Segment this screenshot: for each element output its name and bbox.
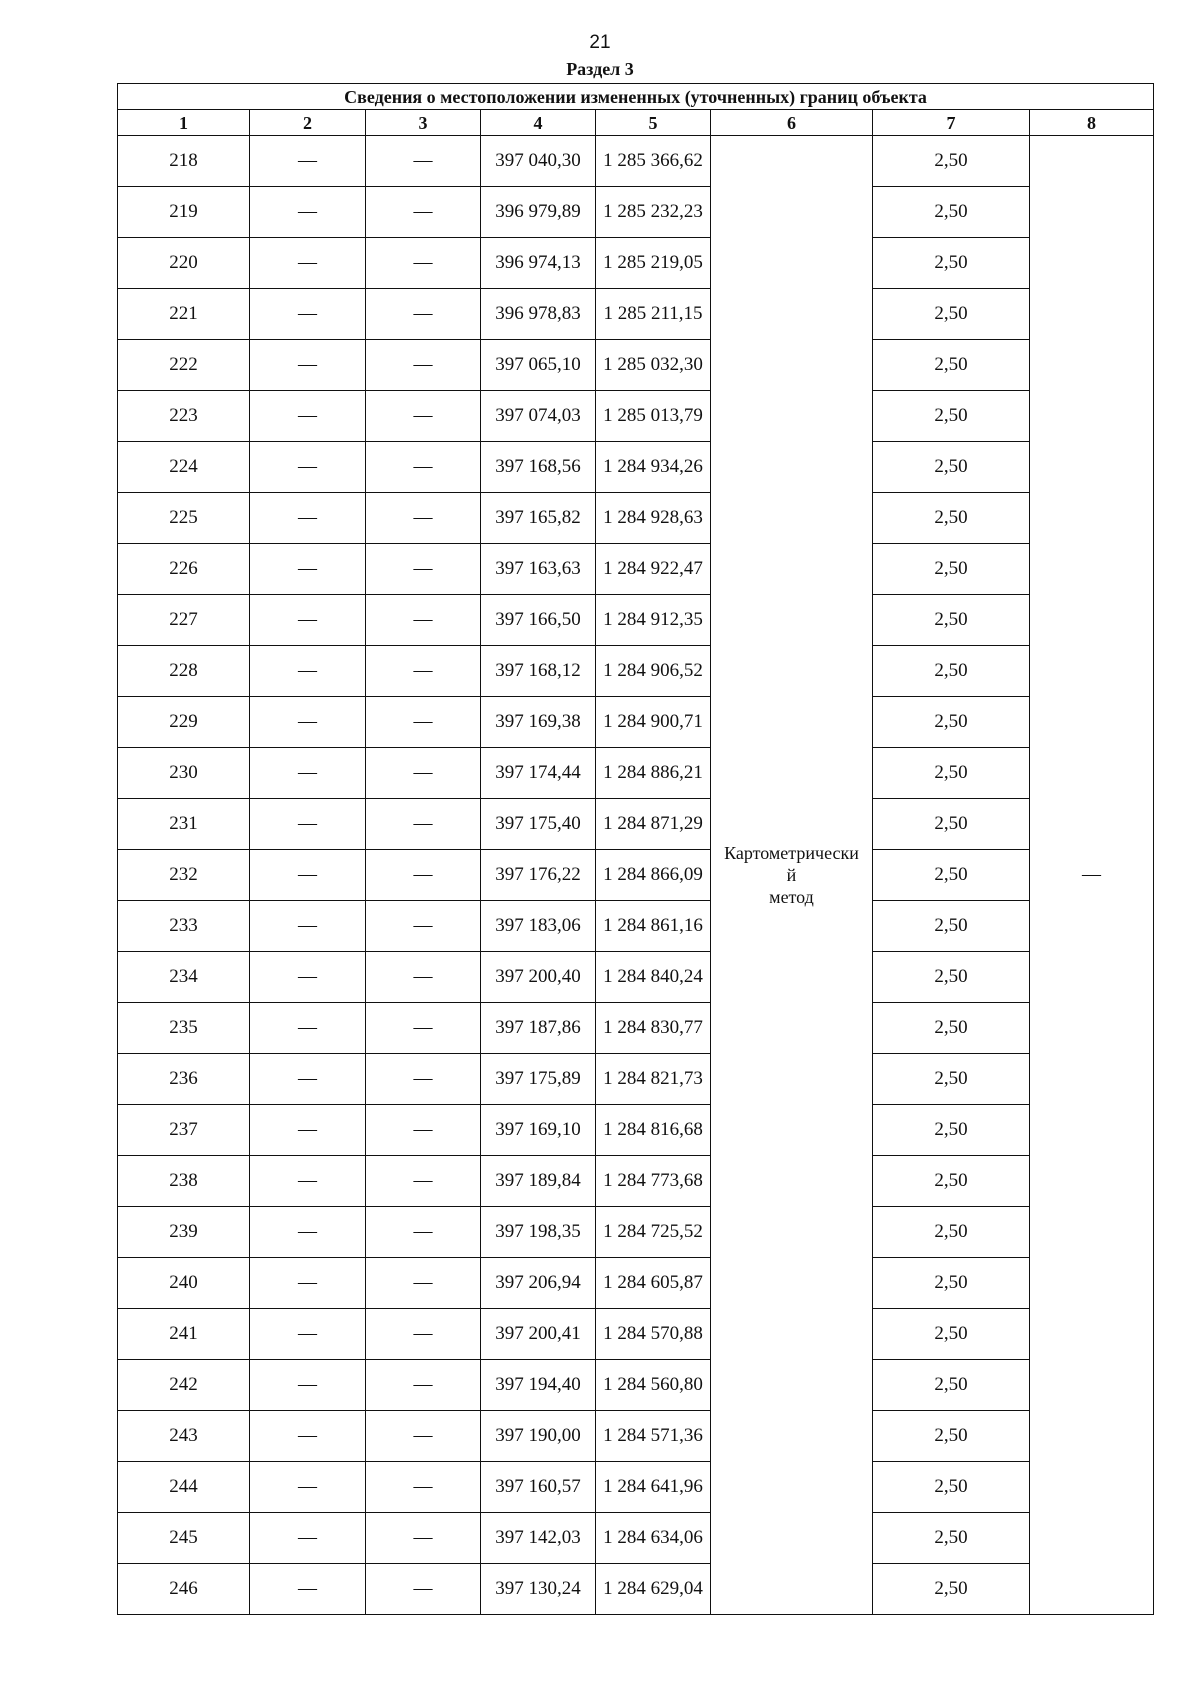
column-2-cell: —: [250, 1360, 366, 1411]
y-coordinate-cell: 1 284 629,04: [596, 1564, 711, 1615]
point-number-cell: 239: [118, 1207, 250, 1258]
column-2-cell: —: [250, 1513, 366, 1564]
boundary-coordinates-table: [117, 83, 1154, 1615]
accuracy-cell: 2,50: [873, 697, 1030, 748]
x-coordinate-cell: 397 166,50: [481, 595, 596, 646]
accuracy-cell: 2,50: [873, 646, 1030, 697]
point-number-cell: 230: [118, 748, 250, 799]
column-2-cell: —: [250, 1564, 366, 1615]
accuracy-cell: 2,50: [873, 238, 1030, 289]
table-row: [118, 1207, 1154, 1258]
x-coordinate-cell: 397 190,00: [481, 1411, 596, 1462]
method-text-line: метод: [769, 887, 814, 907]
x-coordinate-cell: 397 142,03: [481, 1513, 596, 1564]
y-coordinate-cell: 1 284 928,63: [596, 493, 711, 544]
section-title: Раздел 3: [566, 59, 634, 79]
column-header-1: 1: [118, 110, 250, 136]
x-coordinate-cell: 397 187,86: [481, 1003, 596, 1054]
y-coordinate-cell: 1 284 840,24: [596, 952, 711, 1003]
column-3-cell: —: [366, 1513, 481, 1564]
column-8-cell: —: [1030, 136, 1154, 1615]
accuracy-cell: 2,50: [873, 1513, 1030, 1564]
y-coordinate-cell: 1 284 725,52: [596, 1207, 711, 1258]
table-row: [118, 646, 1154, 697]
method-cell: [711, 136, 873, 1615]
column-header-3: 3: [366, 110, 481, 136]
column-3-cell: —: [366, 595, 481, 646]
x-coordinate-cell: 396 978,83: [481, 289, 596, 340]
accuracy-cell: 2,50: [873, 952, 1030, 1003]
accuracy-cell: 2,50: [873, 1411, 1030, 1462]
x-coordinate-cell: 397 175,40: [481, 799, 596, 850]
y-coordinate-cell: 1 284 871,29: [596, 799, 711, 850]
y-coordinate-cell: 1 284 861,16: [596, 901, 711, 952]
column-2-cell: —: [250, 289, 366, 340]
x-coordinate-cell: 397 206,94: [481, 1258, 596, 1309]
column-3-cell: —: [366, 901, 481, 952]
column-3-cell: —: [366, 1360, 481, 1411]
point-number-cell: 223: [118, 391, 250, 442]
column-3-cell: —: [366, 1411, 481, 1462]
point-number-cell: 244: [118, 1462, 250, 1513]
page-number: 21: [589, 32, 611, 53]
x-coordinate-cell: 397 175,89: [481, 1054, 596, 1105]
x-coordinate-cell: 397 168,56: [481, 442, 596, 493]
column-2-cell: —: [250, 238, 366, 289]
x-coordinate-cell: 397 176,22: [481, 850, 596, 901]
point-number-cell: 236: [118, 1054, 250, 1105]
y-coordinate-cell: 1 284 912,35: [596, 595, 711, 646]
point-number-cell: 237: [118, 1105, 250, 1156]
y-coordinate-cell: 1 284 571,36: [596, 1411, 711, 1462]
table-row: [118, 901, 1154, 952]
accuracy-cell: 2,50: [873, 1156, 1030, 1207]
column-3-cell: —: [366, 391, 481, 442]
table-row: [118, 289, 1154, 340]
point-number-cell: 233: [118, 901, 250, 952]
column-header-row: [118, 110, 1154, 136]
table-row: [118, 1462, 1154, 1513]
column-2-cell: —: [250, 901, 366, 952]
x-coordinate-cell: 397 194,40: [481, 1360, 596, 1411]
column-3-cell: —: [366, 1309, 481, 1360]
y-coordinate-cell: 1 284 906,52: [596, 646, 711, 697]
x-coordinate-cell: 397 189,84: [481, 1156, 596, 1207]
y-coordinate-cell: 1 284 922,47: [596, 544, 711, 595]
point-number-cell: 234: [118, 952, 250, 1003]
table-row: [118, 1003, 1154, 1054]
x-coordinate-cell: 397 165,82: [481, 493, 596, 544]
point-number-cell: 238: [118, 1156, 250, 1207]
y-coordinate-cell: 1 284 830,77: [596, 1003, 711, 1054]
x-coordinate-cell: 396 979,89: [481, 187, 596, 238]
table-row: [118, 952, 1154, 1003]
y-coordinate-cell: 1 284 560,80: [596, 1360, 711, 1411]
point-number-cell: 227: [118, 595, 250, 646]
column-2-cell: —: [250, 493, 366, 544]
column-2-cell: —: [250, 697, 366, 748]
column-2-cell: —: [250, 646, 366, 697]
y-coordinate-cell: 1 284 641,96: [596, 1462, 711, 1513]
table-row: [118, 442, 1154, 493]
point-number-cell: 232: [118, 850, 250, 901]
y-coordinate-cell: 1 285 032,30: [596, 340, 711, 391]
method-text-line: й: [786, 865, 797, 885]
column-2-cell: —: [250, 1411, 366, 1462]
column-header-6: 6: [711, 110, 873, 136]
point-number-cell: 243: [118, 1411, 250, 1462]
accuracy-cell: 2,50: [873, 187, 1030, 238]
column-3-cell: —: [366, 493, 481, 544]
y-coordinate-cell: 1 284 773,68: [596, 1156, 711, 1207]
accuracy-cell: 2,50: [873, 544, 1030, 595]
column-3-cell: —: [366, 1462, 481, 1513]
y-coordinate-cell: 1 285 013,79: [596, 391, 711, 442]
accuracy-cell: 2,50: [873, 1207, 1030, 1258]
table-caption: Сведения о местоположении измененных (уточненных) границ объекта: [118, 84, 1154, 110]
column-3-cell: —: [366, 952, 481, 1003]
column-3-cell: —: [366, 646, 481, 697]
accuracy-cell: 2,50: [873, 850, 1030, 901]
column-2-cell: —: [250, 1105, 366, 1156]
column-2-cell: —: [250, 748, 366, 799]
table-row: [118, 850, 1154, 901]
x-coordinate-cell: 397 074,03: [481, 391, 596, 442]
column-2-cell: —: [250, 1462, 366, 1513]
column-2-cell: —: [250, 1003, 366, 1054]
y-coordinate-cell: 1 285 232,23: [596, 187, 711, 238]
point-number-cell: 242: [118, 1360, 250, 1411]
point-number-cell: 229: [118, 697, 250, 748]
y-coordinate-cell: 1 284 821,73: [596, 1054, 711, 1105]
column-3-cell: —: [366, 238, 481, 289]
x-coordinate-cell: 397 174,44: [481, 748, 596, 799]
y-coordinate-cell: 1 284 900,71: [596, 697, 711, 748]
y-coordinate-cell: 1 285 219,05: [596, 238, 711, 289]
accuracy-cell: 2,50: [873, 391, 1030, 442]
table-row: [118, 1258, 1154, 1309]
accuracy-cell: 2,50: [873, 1309, 1030, 1360]
accuracy-cell: 2,50: [873, 289, 1030, 340]
column-2-cell: —: [250, 136, 366, 187]
column-3-cell: —: [366, 340, 481, 391]
column-3-cell: —: [366, 1258, 481, 1309]
point-number-cell: 231: [118, 799, 250, 850]
x-coordinate-cell: 397 183,06: [481, 901, 596, 952]
x-coordinate-cell: 397 065,10: [481, 340, 596, 391]
x-coordinate-cell: 397 163,63: [481, 544, 596, 595]
accuracy-cell: 2,50: [873, 1105, 1030, 1156]
y-coordinate-cell: 1 284 570,88: [596, 1309, 711, 1360]
x-coordinate-cell: 397 198,35: [481, 1207, 596, 1258]
column-2-cell: —: [250, 799, 366, 850]
x-coordinate-cell: 396 974,13: [481, 238, 596, 289]
table-row: [118, 595, 1154, 646]
column-3-cell: —: [366, 799, 481, 850]
column-3-cell: —: [366, 442, 481, 493]
column-3-cell: —: [366, 1105, 481, 1156]
column-3-cell: —: [366, 850, 481, 901]
point-number-cell: 218: [118, 136, 250, 187]
column-2-cell: —: [250, 340, 366, 391]
y-coordinate-cell: 1 284 866,09: [596, 850, 711, 901]
point-number-cell: 220: [118, 238, 250, 289]
column-3-cell: —: [366, 1207, 481, 1258]
column-2-cell: —: [250, 442, 366, 493]
x-coordinate-cell: 397 169,10: [481, 1105, 596, 1156]
column-header-4: 4: [481, 110, 596, 136]
column-3-cell: —: [366, 544, 481, 595]
table-row: [118, 748, 1154, 799]
table-row: [118, 544, 1154, 595]
column-2-cell: —: [250, 952, 366, 1003]
accuracy-cell: 2,50: [873, 1564, 1030, 1615]
table-body: [118, 136, 1154, 1615]
column-3-cell: —: [366, 1156, 481, 1207]
column-3-cell: —: [366, 289, 481, 340]
table-row: [118, 799, 1154, 850]
column-header-5: 5: [596, 110, 711, 136]
column-2-cell: —: [250, 1207, 366, 1258]
accuracy-cell: 2,50: [873, 1360, 1030, 1411]
point-number-cell: 224: [118, 442, 250, 493]
point-number-cell: 225: [118, 493, 250, 544]
column-2-cell: —: [250, 391, 366, 442]
point-number-cell: 222: [118, 340, 250, 391]
table-row: [118, 493, 1154, 544]
y-coordinate-cell: 1 284 816,68: [596, 1105, 711, 1156]
point-number-cell: 240: [118, 1258, 250, 1309]
point-number-cell: 228: [118, 646, 250, 697]
x-coordinate-cell: 397 168,12: [481, 646, 596, 697]
table-row: [118, 238, 1154, 289]
x-coordinate-cell: 397 200,40: [481, 952, 596, 1003]
x-coordinate-cell: 397 130,24: [481, 1564, 596, 1615]
accuracy-cell: 2,50: [873, 1003, 1030, 1054]
point-number-cell: 235: [118, 1003, 250, 1054]
accuracy-cell: 2,50: [873, 1054, 1030, 1105]
point-number-cell: 246: [118, 1564, 250, 1615]
column-2-cell: —: [250, 1309, 366, 1360]
column-2-cell: —: [250, 544, 366, 595]
y-coordinate-cell: 1 285 211,15: [596, 289, 711, 340]
table-row: [118, 1360, 1154, 1411]
table-row: [118, 340, 1154, 391]
column-3-cell: —: [366, 187, 481, 238]
table-row: [118, 1054, 1154, 1105]
y-coordinate-cell: 1 284 605,87: [596, 1258, 711, 1309]
column-3-cell: —: [366, 1003, 481, 1054]
column-3-cell: —: [366, 1054, 481, 1105]
column-header-7: 7: [873, 110, 1030, 136]
accuracy-cell: 2,50: [873, 1462, 1030, 1513]
table-row: [118, 1513, 1154, 1564]
point-number-cell: 221: [118, 289, 250, 340]
table-row: [118, 1564, 1154, 1615]
table-row: [118, 1309, 1154, 1360]
column-2-cell: —: [250, 595, 366, 646]
column-3-cell: —: [366, 748, 481, 799]
column-2-cell: —: [250, 187, 366, 238]
accuracy-cell: 2,50: [873, 442, 1030, 493]
point-number-cell: 219: [118, 187, 250, 238]
column-3-cell: —: [366, 1564, 481, 1615]
table-row: [118, 391, 1154, 442]
accuracy-cell: 2,50: [873, 1258, 1030, 1309]
accuracy-cell: 2,50: [873, 901, 1030, 952]
table-row: [118, 697, 1154, 748]
y-coordinate-cell: 1 284 634,06: [596, 1513, 711, 1564]
accuracy-cell: 2,50: [873, 493, 1030, 544]
point-number-cell: 241: [118, 1309, 250, 1360]
table-row: [118, 1411, 1154, 1462]
column-header-8: 8: [1030, 110, 1154, 136]
accuracy-cell: 2,50: [873, 799, 1030, 850]
accuracy-cell: 2,50: [873, 340, 1030, 391]
column-3-cell: —: [366, 136, 481, 187]
x-coordinate-cell: 397 160,57: [481, 1462, 596, 1513]
table-row: [118, 187, 1154, 238]
x-coordinate-cell: 397 200,41: [481, 1309, 596, 1360]
point-number-cell: 245: [118, 1513, 250, 1564]
y-coordinate-cell: 1 284 886,21: [596, 748, 711, 799]
column-2-cell: —: [250, 1258, 366, 1309]
accuracy-cell: 2,50: [873, 595, 1030, 646]
column-header-2: 2: [250, 110, 366, 136]
column-2-cell: —: [250, 1054, 366, 1105]
column-2-cell: —: [250, 1156, 366, 1207]
column-3-cell: —: [366, 697, 481, 748]
table-row: [118, 136, 1154, 187]
method-text-line: Картометрически: [724, 843, 859, 863]
column-2-cell: —: [250, 850, 366, 901]
y-coordinate-cell: 1 285 366,62: [596, 136, 711, 187]
y-coordinate-cell: 1 284 934,26: [596, 442, 711, 493]
table-row: [118, 1105, 1154, 1156]
accuracy-cell: 2,50: [873, 136, 1030, 187]
table-row: [118, 1156, 1154, 1207]
accuracy-cell: 2,50: [873, 748, 1030, 799]
x-coordinate-cell: 397 040,30: [481, 136, 596, 187]
point-number-cell: 226: [118, 544, 250, 595]
x-coordinate-cell: 397 169,38: [481, 697, 596, 748]
